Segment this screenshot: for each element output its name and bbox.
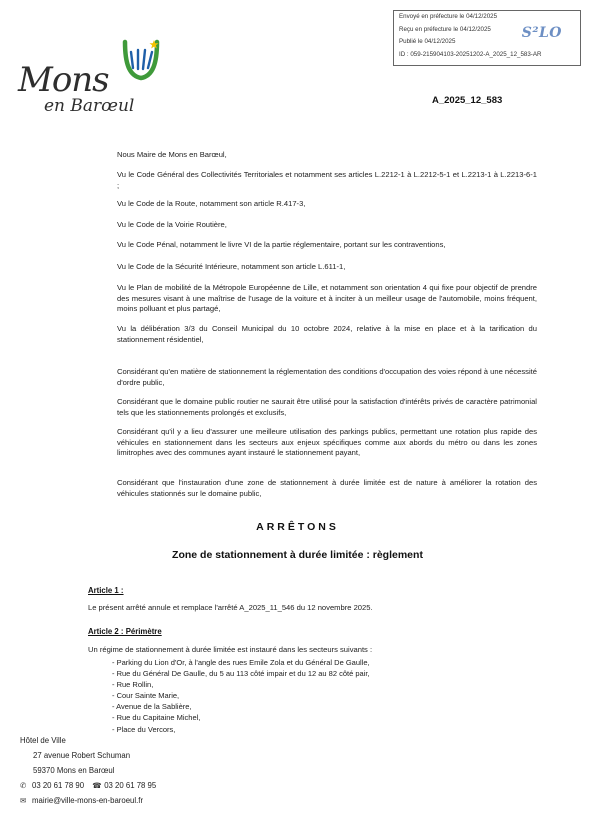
footer-email[interactable]: mairie@ville-mons-en-baroeul.fr (32, 796, 144, 805)
preamble-code-penal: Vu le Code Pénal, notamment le livre VI de la partie réglementaire, portant sur les contraventions, (117, 240, 446, 249)
city-logo (16, 38, 176, 118)
stamp-published: Publié le 04/12/2025 (399, 38, 456, 45)
considerant-ordre-public: Considérant qu'en matière de stationnement la réglementation des conditions d'occupation des voies répond à une nécessité d'ordre public, (117, 367, 537, 387)
preamble-intro: Nous Maire de Mons en Barœul, (117, 150, 227, 159)
list-item: - Parking du Lion d'Or, à l'angle des rues Emile Zola et du Général De Gaulle, (112, 657, 370, 668)
list-item: - Rue du Général De Gaulle, du 5 au 113 côté impair et du 12 au 82 côté pair, (112, 668, 370, 679)
document-reference: A_2025_12_583 (432, 95, 503, 106)
mail-icon: ✉ (20, 796, 27, 805)
footer-address-city: 59370 Mons en Barœul (33, 766, 115, 775)
footer-phones (20, 778, 156, 793)
considerant-domaine-public: Considérant que le domaine public routier ne saurait être utilisé pour la satisfaction d'intérêts privés de caractère patrimonial tels que les stationnements prolongés et exclusifs, (117, 397, 537, 417)
stamp-sent: Envoyé en préfecture le 04/12/2025 (399, 13, 498, 20)
fax-icon: ☎ (92, 781, 102, 790)
prefecture-stamp (393, 10, 581, 66)
stamp-id: ID : 059-215904103-20251202-A_2025_12_583-AR (399, 50, 542, 58)
preamble-code-voirie: Vu le Code de la Voirie Routière, (117, 220, 227, 229)
preamble-plan-mobilite: Vu le Plan de mobilité de la Métropole Européenne de Lille, et notamment son orientation 4 qui fixe pour objectif de prendre des mesures visant à une maîtrise de l'usage de la voiture et à inciter à un meilleur usage de l'automobile, moins fréquent, moins polluant et plus partagé, (117, 283, 537, 313)
decision-subject: Zone de stationnement à durée limitée : règlement (172, 549, 423, 561)
preamble-deliberation: Vu la délibération 3/3 du Conseil Municipal du 10 octobre 2024, relative à la mise en place et à la tarification du stationnement résidentiel, (117, 324, 537, 344)
footer-mail (20, 793, 156, 808)
preamble-code-route: Vu le Code de la Route, notamment son article R.417-3, (117, 199, 306, 208)
footer-name: Hôtel de Ville (20, 736, 66, 745)
footer-phone: 03 20 61 78 90 (32, 781, 85, 790)
footer-fax: 03 20 61 78 95 (104, 781, 157, 790)
logo-text-mons: Mons (18, 60, 109, 100)
preamble-cgct: Vu le Code Général des Collectivités Territoriales et notamment ses articles L.2212-1 à L.2212-5-1 et L.2213-1 à L.2213-6-1 ; (117, 170, 537, 190)
logo-text-baroeul: en Barœul (44, 96, 135, 116)
stamp-received: Reçu en préfecture le 04/12/2025 (399, 25, 491, 33)
list-item: - Avenue de la Sablière, (112, 701, 370, 712)
list-item: - Cour Sainte Marie, (112, 690, 370, 701)
perimeter-list (112, 657, 370, 735)
decision-heading: ARRÊTONS (256, 521, 339, 533)
preamble-code-securite: Vu le Code de la Sécurité Intérieure, notamment son article L.611-1, (117, 262, 346, 271)
considerant-zone-duree-limitee: Considérant que l'instauration d'une zone de stationnement à durée limitée est de nature à améliorer la rotation des véhicules stationnés sur le domaine public, (117, 478, 537, 498)
footer-address-street: 27 avenue Robert Schuman (33, 751, 131, 760)
list-item: - Rue du Capitaine Michel, (112, 712, 370, 723)
footer-contact (20, 733, 156, 808)
article-2-heading: Article 2 : Périmètre (88, 627, 162, 636)
article-1-text: Le présent arrêté annule et remplace l'arrêté A_2025_11_546 du 12 novembre 2025. (88, 603, 373, 612)
article-2-intro: Un régime de stationnement à durée limitée est instauré dans les secteurs suivants : (88, 645, 373, 654)
s2lo-logo: S²LO (521, 25, 562, 41)
list-item: - Place du Vercors, (112, 724, 370, 735)
logo-emblem-icon (121, 38, 161, 83)
list-item: - Rue Rollin, (112, 679, 370, 690)
considerant-rotation: Considérant qu'il y a lieu d'assurer une meilleure utilisation des parkings publics, permettant une rotation plus rapide des véhicules en stationnement dans les secteurs aux enjeux spécifiques comme aux abords du métro ou dans les zones limitrophes avec des communes ayant instauré le stationnement payant, (117, 427, 537, 457)
article-1-heading: Article 1 : (88, 586, 124, 595)
phone-icon: ✆ (20, 781, 27, 790)
